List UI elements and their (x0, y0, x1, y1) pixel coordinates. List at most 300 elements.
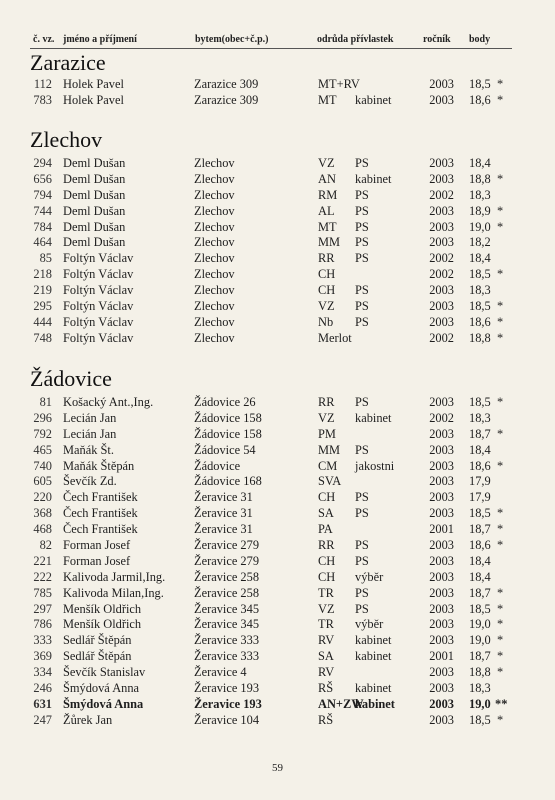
sample-number: 369 (33, 649, 52, 664)
wine-attribute: PS (355, 156, 369, 170)
wine-variety: PA (318, 522, 333, 537)
section-block (30, 367, 520, 729)
table-row (30, 411, 520, 427)
wine-attribute: PS (355, 203, 369, 218)
header-number: č. vz. (33, 34, 55, 45)
vintage-year: 2003 (429, 681, 454, 696)
table-row (30, 251, 520, 267)
grower-address: Žeravice 279 (194, 538, 260, 553)
entries-list (30, 77, 520, 109)
score-points: 19,0 (469, 633, 491, 648)
sample-number: 792 (33, 426, 52, 441)
award-mark: * (497, 92, 504, 107)
grower-address: Žádovice 158 (194, 410, 262, 425)
wine-variety: Nb (318, 314, 334, 329)
sample-number: 605 (33, 474, 52, 489)
vintage-year: 2003 (429, 77, 454, 91)
grower-address: Žeravice 104 (194, 712, 260, 727)
grower-address: Žeravice 193 (194, 681, 260, 696)
wine-variety: VZ (318, 299, 335, 314)
sample-number: 784 (33, 219, 52, 234)
grower-address: Zlechov (194, 187, 235, 202)
grower-name: Foltýn Václav (63, 299, 134, 314)
wine-variety: MT+RV (318, 77, 360, 91)
grower-name: Čech František (63, 490, 138, 505)
wine-attribute: PS (355, 235, 369, 250)
sample-number: 744 (33, 203, 52, 218)
table-row (30, 681, 520, 697)
grower-name: Maňák Štěpán (63, 458, 135, 473)
award-mark: * (497, 522, 504, 537)
section-block (30, 51, 520, 109)
wine-attribute: PS (355, 395, 369, 409)
vintage-year: 2002 (429, 251, 454, 266)
grower-name: Sedlář Štěpán (63, 633, 132, 648)
score-points: 18,7 (469, 426, 491, 441)
wine-variety: CH (318, 569, 336, 584)
table-row (30, 443, 520, 459)
vintage-year: 2003 (429, 665, 454, 680)
score-points: 18,3 (469, 681, 491, 696)
table-row (30, 506, 520, 522)
score-points: 18,6 (469, 92, 491, 107)
sample-number: 85 (39, 251, 52, 266)
table-row (30, 427, 520, 443)
wine-variety: CH (318, 490, 336, 505)
award-mark: * (497, 458, 504, 473)
award-mark: * (497, 171, 504, 186)
sample-number: 221 (33, 553, 52, 568)
sample-number: 786 (33, 617, 52, 632)
column-header (30, 32, 512, 49)
section-title: Zarazice (30, 50, 106, 75)
score-points: 18,3 (469, 283, 491, 298)
table-row (30, 299, 520, 315)
grower-name: Holek Pavel (63, 77, 124, 91)
wine-attribute: PS (355, 490, 369, 505)
entries-list (30, 156, 520, 347)
score-points: 17,9 (469, 490, 491, 505)
grower-name: Deml Dušan (63, 187, 126, 202)
grower-name: Šmýdová Anna (63, 681, 140, 696)
section-title: Žádovice (30, 366, 112, 391)
award-mark: * (497, 426, 504, 441)
grower-address: Žádovice 158 (194, 426, 262, 441)
vintage-year: 2003 (429, 585, 454, 600)
entries-list (30, 395, 520, 729)
wine-attribute: kabinet (355, 681, 392, 696)
wine-attribute: PS (355, 585, 369, 600)
sample-number: 297 (33, 601, 52, 616)
grower-name: Žůrek Jan (63, 712, 113, 727)
sample-number: 783 (33, 92, 52, 107)
table-row (30, 586, 520, 602)
score-points: 18,6 (469, 538, 491, 553)
header-variety: odrůda přívlastek (317, 34, 394, 45)
wine-variety: MT (318, 92, 337, 107)
award-mark: * (497, 330, 504, 345)
table-row (30, 617, 520, 633)
wine-variety: AN+ZW (318, 696, 364, 711)
wine-variety: RV (318, 665, 335, 680)
grower-name: Sedlář Štěpán (63, 649, 132, 664)
sample-number: 334 (33, 665, 52, 680)
sample-number: 246 (33, 681, 52, 696)
grower-address: Zlechov (194, 314, 235, 329)
table-row (30, 459, 520, 475)
wine-variety: RV (318, 633, 335, 648)
score-points: 18,9 (469, 203, 491, 218)
grower-name: Deml Dušan (63, 156, 126, 170)
score-points: 17,9 (469, 474, 491, 489)
vintage-year: 2003 (429, 553, 454, 568)
header-name: jméno a příjmení (63, 34, 137, 45)
score-points: 18,4 (469, 553, 491, 568)
table-row (30, 522, 520, 538)
award-mark: * (497, 601, 504, 616)
score-points: 18,3 (469, 187, 491, 202)
vintage-year: 2003 (429, 219, 454, 234)
grower-address: Zarazice 309 (194, 77, 259, 91)
wine-variety: SVA (318, 474, 342, 489)
score-points: 18,4 (469, 156, 491, 170)
wine-attribute: PS (355, 219, 369, 234)
score-points: 18,6 (469, 458, 491, 473)
vintage-year: 2003 (429, 283, 454, 298)
award-mark: ** (495, 696, 508, 711)
score-points: 18,7 (469, 522, 491, 537)
sample-number: 656 (33, 171, 52, 186)
sample-number: 295 (33, 299, 52, 314)
score-points: 18,3 (469, 410, 491, 425)
wine-variety: AL (318, 203, 335, 218)
grower-name: Deml Dušan (63, 171, 126, 186)
wine-attribute: kabinet (355, 696, 395, 711)
table-row (30, 77, 520, 93)
wine-variety: RR (318, 395, 335, 409)
vintage-year: 2001 (429, 522, 454, 537)
grower-name: Lecián Jan (63, 426, 117, 441)
award-mark: * (497, 633, 504, 648)
sample-number: 247 (33, 712, 52, 727)
vintage-year: 2003 (429, 156, 454, 170)
sample-number: 294 (33, 156, 52, 170)
grower-address: Zarazice 309 (194, 92, 259, 107)
award-mark: * (497, 314, 504, 329)
grower-address: Zlechov (194, 330, 235, 345)
grower-address: Žádovice (194, 458, 241, 473)
vintage-year: 2003 (429, 442, 454, 457)
wine-variety: SA (318, 506, 334, 521)
sample-number: 222 (33, 569, 52, 584)
grower-name: Deml Dušan (63, 235, 126, 250)
sample-number: 220 (33, 490, 52, 505)
score-points: 18,4 (469, 442, 491, 457)
wine-attribute: výběr (355, 617, 384, 632)
wine-attribute: PS (355, 314, 369, 329)
grower-name: Šmýdová Anna (63, 696, 144, 711)
wine-variety: RR (318, 538, 335, 553)
wine-attribute: PS (355, 538, 369, 553)
wine-attribute: PS (355, 251, 369, 266)
grower-name: Foltýn Václav (63, 283, 134, 298)
score-points: 18,8 (469, 665, 491, 680)
wine-variety: VZ (318, 156, 335, 170)
vintage-year: 2003 (429, 171, 454, 186)
table-row (30, 267, 520, 283)
table-row (30, 172, 520, 188)
wine-attribute: PS (355, 299, 369, 314)
grower-address: Zlechov (194, 203, 235, 218)
table-row (30, 633, 520, 649)
grower-name: Kalivoda Milan,Ing. (63, 585, 164, 600)
sample-number: 296 (33, 410, 52, 425)
table-row (30, 665, 520, 681)
score-points: 19,0 (469, 219, 491, 234)
table-row (30, 235, 520, 251)
vintage-year: 2003 (429, 395, 454, 409)
grower-address: Zlechov (194, 283, 235, 298)
sample-number: 785 (33, 585, 52, 600)
grower-address: Žeravice 345 (194, 601, 260, 616)
sample-number: 740 (33, 458, 52, 473)
wine-attribute: PS (355, 283, 369, 298)
vintage-year: 2002 (429, 267, 454, 282)
header-points: body (469, 34, 491, 45)
wine-variety: MM (318, 235, 341, 250)
wine-variety: RR (318, 251, 335, 266)
grower-address: Žeravice 258 (194, 569, 260, 584)
vintage-year: 2002 (429, 187, 454, 202)
wine-variety: MM (318, 442, 341, 457)
grower-address: Žeravice 333 (194, 649, 260, 664)
wine-variety: TR (318, 617, 334, 632)
table-row (30, 554, 520, 570)
award-mark: * (497, 267, 504, 282)
wine-attribute: kabinet (355, 633, 392, 648)
sample-number: 368 (33, 506, 52, 521)
grower-address: Žádovice 54 (194, 442, 256, 457)
wine-variety: PM (318, 426, 336, 441)
award-mark: * (497, 665, 504, 680)
award-mark: * (497, 299, 504, 314)
grower-name: Košacký Ant.,Ing. (63, 395, 154, 409)
wine-attribute: PS (355, 601, 369, 616)
vintage-year: 2003 (429, 617, 454, 632)
grower-name: Foltýn Václav (63, 330, 134, 345)
grower-name: Foltýn Václav (63, 314, 134, 329)
vintage-year: 2003 (429, 712, 454, 727)
table-row (30, 156, 520, 172)
score-points: 18,6 (469, 314, 491, 329)
grower-name: Čech František (63, 522, 138, 537)
sample-number: 82 (39, 538, 52, 553)
wine-variety: RŠ (318, 712, 334, 727)
wine-variety: VZ (318, 410, 335, 425)
award-mark: * (497, 506, 504, 521)
table-row (30, 697, 520, 713)
grower-name: Menšík Oldřich (63, 601, 142, 616)
grower-address: Zlechov (194, 251, 235, 266)
grower-name: Forman Josef (63, 538, 131, 553)
table-row (30, 331, 520, 347)
award-mark: * (497, 617, 504, 632)
vintage-year: 2003 (429, 426, 454, 441)
grower-address: Zlechov (194, 267, 235, 282)
vintage-year: 2003 (429, 235, 454, 250)
vintage-year: 2003 (429, 696, 454, 711)
score-points: 18,8 (469, 171, 491, 186)
table-row (30, 204, 520, 220)
vintage-year: 2003 (429, 601, 454, 616)
table-row (30, 490, 520, 506)
grower-name: Menšík Oldřich (63, 617, 142, 632)
grower-address: Zlechov (194, 299, 235, 314)
header-year: ročník (423, 34, 451, 45)
wine-variety: CH (318, 553, 336, 568)
table-row (30, 570, 520, 586)
award-mark: * (497, 712, 504, 727)
table-row (30, 713, 520, 729)
sample-number: 333 (33, 633, 52, 648)
wine-attribute: kabinet (355, 171, 392, 186)
award-mark: * (497, 395, 504, 409)
score-points: 19,0 (469, 696, 491, 711)
table-row (30, 538, 520, 554)
score-points: 18,7 (469, 585, 491, 600)
score-points: 18,7 (469, 649, 491, 664)
wine-attribute: PS (355, 553, 369, 568)
award-mark: * (497, 77, 504, 91)
grower-name: Foltýn Václav (63, 267, 134, 282)
score-points: 18,5 (469, 712, 491, 727)
award-mark: * (497, 219, 504, 234)
award-mark: * (497, 649, 504, 664)
vintage-year: 2003 (429, 299, 454, 314)
table-row (30, 188, 520, 204)
grower-address: Zlechov (194, 219, 235, 234)
grower-address: Žádovice 26 (194, 395, 256, 409)
grower-address: Zlechov (194, 235, 235, 250)
wine-variety: VZ (318, 601, 335, 616)
vintage-year: 2001 (429, 649, 454, 664)
sample-number: 465 (33, 442, 52, 457)
vintage-year: 2003 (429, 203, 454, 218)
award-mark: * (497, 538, 504, 553)
wine-variety: CH (318, 283, 336, 298)
wine-attribute: PS (355, 442, 369, 457)
grower-name: Deml Dušan (63, 203, 126, 218)
wine-variety: MT (318, 219, 337, 234)
wine-attribute: kabinet (355, 410, 392, 425)
grower-address: Žeravice 279 (194, 553, 260, 568)
grower-name: Čech František (63, 506, 138, 521)
vintage-year: 2003 (429, 314, 454, 329)
grower-address: Žeravice 31 (194, 506, 253, 521)
wine-variety: TR (318, 585, 334, 600)
wine-variety: SA (318, 649, 334, 664)
sample-number: 218 (33, 267, 52, 282)
vintage-year: 2003 (429, 458, 454, 473)
grower-name: Maňák Št. (63, 442, 114, 457)
grower-address: Žeravice 345 (194, 617, 260, 632)
wine-variety: CM (318, 458, 338, 473)
vintage-year: 2003 (429, 569, 454, 584)
grower-name: Foltýn Václav (63, 251, 134, 266)
score-points: 18,4 (469, 569, 491, 584)
wine-variety: RM (318, 187, 338, 202)
award-mark: * (497, 203, 504, 218)
wine-attribute: kabinet (355, 649, 392, 664)
table-row (30, 220, 520, 236)
award-mark: * (497, 585, 504, 600)
vintage-year: 2003 (429, 490, 454, 505)
table-row (30, 315, 520, 331)
score-points: 18,5 (469, 506, 491, 521)
grower-address: Žeravice 193 (194, 696, 262, 711)
grower-name: Lecián Jan (63, 410, 117, 425)
table-row (30, 93, 520, 109)
score-points: 18,5 (469, 267, 491, 282)
vintage-year: 2002 (429, 410, 454, 425)
wine-attribute: jakostni (355, 458, 395, 473)
sample-number: 112 (33, 77, 52, 91)
grower-name: Kalivoda Jarmil,Ing. (63, 569, 166, 584)
sample-number: 468 (33, 522, 52, 537)
score-points: 19,0 (469, 617, 491, 632)
sample-number: 219 (33, 283, 52, 298)
header-address: bytem(obec+č.p.) (195, 34, 269, 45)
grower-name: Deml Dušan (63, 219, 126, 234)
grower-address: Žádovice 168 (194, 474, 262, 489)
section-block (30, 128, 520, 347)
grower-address: Žeravice 31 (194, 522, 253, 537)
table-row (30, 474, 520, 490)
wine-attribute: PS (355, 187, 369, 202)
table-row (30, 602, 520, 618)
wine-variety: Merlot (318, 330, 352, 345)
vintage-year: 2003 (429, 538, 454, 553)
sample-number: 631 (33, 696, 52, 711)
score-points: 18,5 (469, 601, 491, 616)
wine-attribute: kabinet (355, 92, 392, 107)
section-title: Zlechov (30, 127, 103, 152)
vintage-year: 2002 (429, 330, 454, 345)
score-points: 18,5 (469, 77, 491, 91)
table-row (30, 649, 520, 665)
wine-variety: AN (318, 171, 336, 186)
grower-address: Žeravice 31 (194, 490, 253, 505)
table-row (30, 283, 520, 299)
grower-address: Žeravice 4 (194, 665, 247, 680)
sample-number: 748 (33, 330, 52, 345)
grower-address: Žeravice 333 (194, 633, 260, 648)
score-points: 18,4 (469, 251, 491, 266)
vintage-year: 2003 (429, 633, 454, 648)
grower-address: Zlechov (194, 156, 235, 170)
score-points: 18,5 (469, 299, 491, 314)
sample-number: 444 (33, 314, 52, 329)
page-number: 59 (272, 762, 283, 774)
grower-name: Holek Pavel (63, 92, 124, 107)
wine-attribute: PS (355, 506, 369, 521)
score-points: 18,8 (469, 330, 491, 345)
vintage-year: 2003 (429, 92, 454, 107)
wine-attribute: výběr (355, 569, 384, 584)
grower-address: Žeravice 258 (194, 585, 260, 600)
vintage-year: 2003 (429, 474, 454, 489)
vintage-year: 2003 (429, 506, 454, 521)
